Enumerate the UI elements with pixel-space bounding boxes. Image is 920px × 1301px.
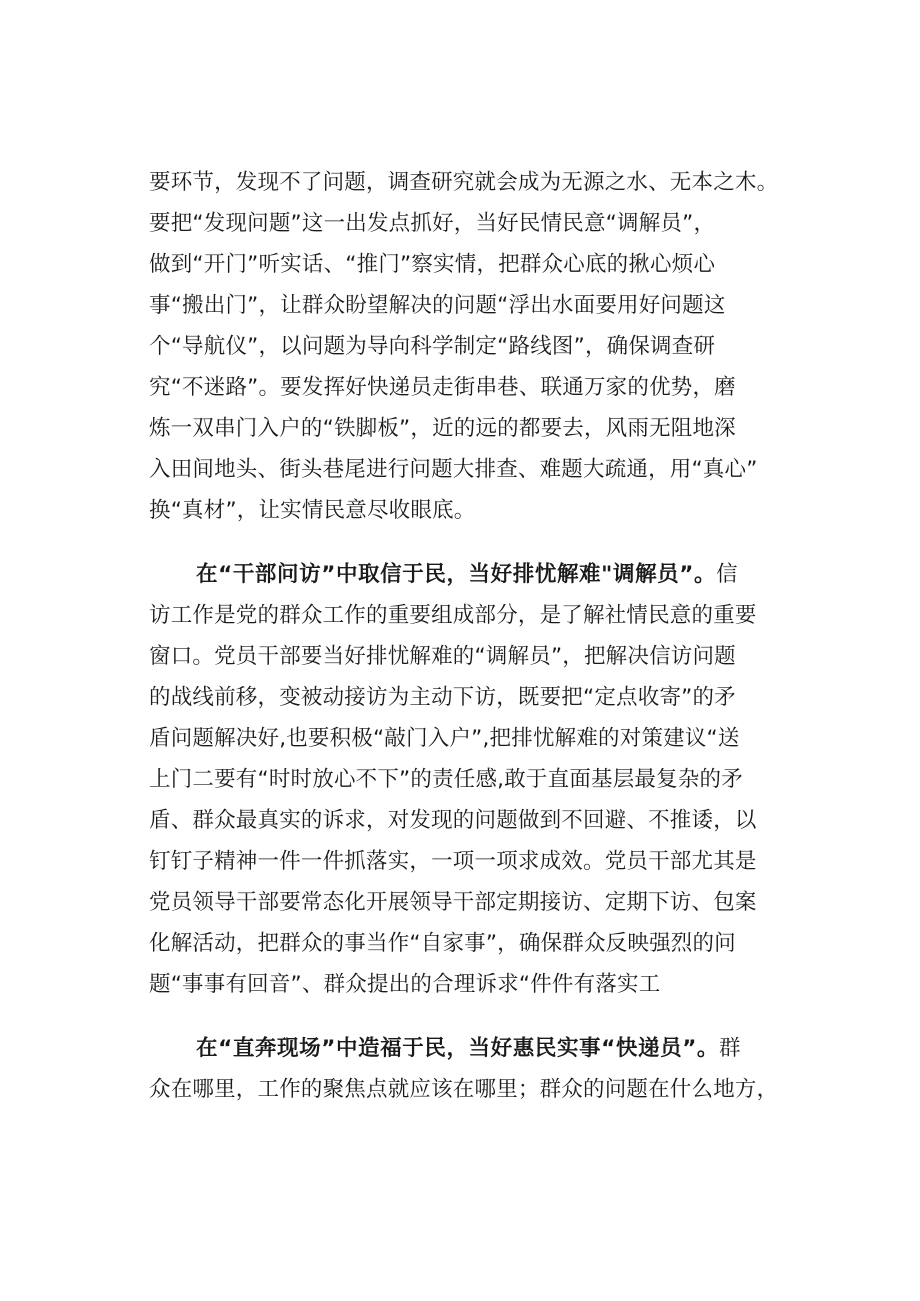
text-line: 事“搬出门”，让群众盼望解决的问题“浮出水面要用好问题这 <box>149 293 726 318</box>
text-line: 党员领导干部要常态化开展领导干部定期接访、定期下访、包案 <box>149 890 757 915</box>
text-line: 众在哪里，工作的聚焦点就应该在哪里；群众的问题在什么地方， <box>149 1077 779 1102</box>
text-line: 的战线前移，变被动接访为主动下访，既要把“定点收寄”的矛 <box>149 685 736 710</box>
text-line: 个“导航仪”，以问题为导向科学制定“路线图”，确保调查研 <box>149 334 716 359</box>
paragraph-text: 群 <box>719 1036 741 1061</box>
text-line: 要环节，发现不了问题，调查研究就会成为无源之水、无本之木。 <box>149 170 779 195</box>
paragraph-heading: 在“直奔现场”中造福于民，当好惠民实事“快递员”。 <box>196 1036 720 1061</box>
paragraph-lead-line <box>196 1034 876 1064</box>
paragraph-heading: 在“干部问访”中取信于民，当好排忧解难"调解员”。 <box>196 562 717 587</box>
text-line: 究“不迷路”。要发挥好快递员走街串巷、联通万家的优势，磨 <box>149 375 736 400</box>
text-line: 上门二要有“时时放心不下”的责任感,敢于直面基层最复杂的矛 <box>149 767 743 792</box>
text-line: 做到“开门”听实话、“推门”察实情，把群众心底的揪心烦心 <box>149 252 716 277</box>
text-line: 化解活动，把群众的事当作“自家事”，确保群众反映强烈的问 <box>149 931 736 956</box>
text-line: 访工作是党的群众工作的重要组成部分，是了解社情民意的重要 <box>149 603 757 628</box>
text-line: 盾问题解决好,也要积极“敲门入户”,把排忧解难的对策建议“送 <box>149 726 740 751</box>
text-line: 入田间地头、街头巷尾进行问题大排查、难题大疏通，用“真心” <box>149 457 758 482</box>
text-line: 窗口。党员干部要当好排忧解难的“调解员”，把解决信访问题 <box>149 644 736 669</box>
text-line: 炼一双串门入户的“铁脚板”，近的远的都要去，风雨无阻地深 <box>149 416 736 441</box>
text-line: 题“事事有回音”、群众提出的合理诉求“件件有落实工 <box>149 972 661 997</box>
paragraph-lead-line <box>196 560 876 590</box>
paragraph-text: 信 <box>716 562 738 587</box>
text-line: 要把“发现问题”这一出发点抓好，当好民情民意“调解员”， <box>149 211 716 236</box>
text-line: 盾、群众最真实的诉求，对发现的问题做到不回避、不推诿，以 <box>149 808 757 833</box>
text-line: 钉钉子精神一件一件抓落实，一项一项求成效。党员干部尤其是 <box>149 849 757 874</box>
text-line: 换“真材”，让实情民意尽收眼底。 <box>149 498 476 523</box>
